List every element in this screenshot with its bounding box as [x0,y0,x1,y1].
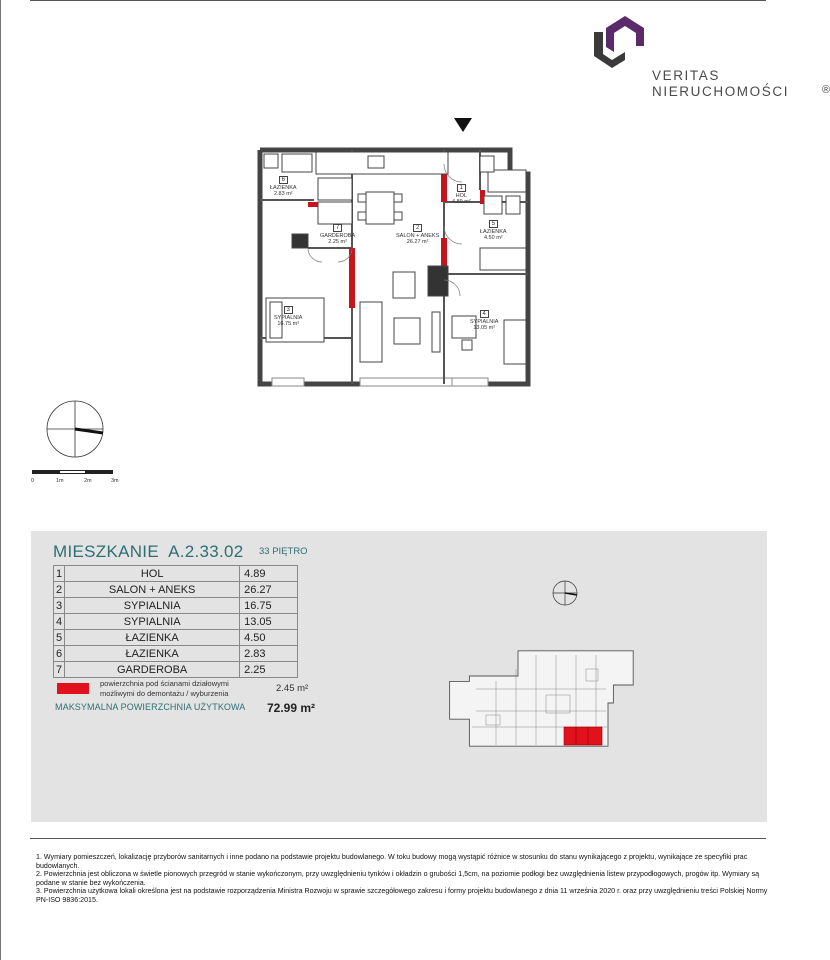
room-label-1: 1 HOL 4.89 m² [452,185,471,205]
room-area: 2.83 [240,646,298,662]
room-label-2: 2 SALON + ANEKS 26.27 m² [396,225,440,245]
building-floor-key-plan [446,649,636,761]
room-label-3: 3 SYPIALNIA 16.75 m² [274,307,303,327]
apartment-title: MIESZKANIE A.2.33.02 [53,542,244,561]
table-row [54,662,298,678]
table-row [54,598,298,614]
room-number: 4 [54,614,65,630]
room-name: SYPIALNIA [65,614,240,630]
room-number: 3 [54,598,65,614]
left-frame-line [0,0,1,960]
footnotes [36,853,771,905]
brand-name [652,68,830,100]
rooms-table [53,565,298,678]
room-name: ŁAZIENKA [65,630,240,646]
legend-line2: możliwymi do demontażu / wyburzenia [100,688,229,698]
room-area: 4.50 [240,630,298,646]
compass-icon [44,398,106,460]
room-name: SALON + ANEKS [65,582,240,598]
room-name: ŁAZIENKA [65,646,240,662]
table-row [54,630,298,646]
apartment-info-panel [31,531,767,822]
brand-line1: VERITAS [652,68,720,83]
scale-label-2m: 2m [84,478,92,484]
table-row [54,582,298,598]
room-area: 16.75 [240,598,298,614]
room-number: 7 [54,662,65,678]
room-number: 6 [54,646,65,662]
room-name: HOL [65,566,240,582]
table-row [54,614,298,630]
brand-line2: NIERUCHOMOŚCI [652,84,790,99]
room-number: 5 [54,630,65,646]
demolishable-wall-swatch [57,683,89,694]
room-label-7: 7 GARDEROBA 2.25 m² [320,225,356,245]
top-frame-line [30,0,766,1]
apartment-location-marker [564,727,602,745]
footnote-1: 1. Wymiary pomieszczeń, lokalizację przyborów sanitarnych i inne podano na podstawie projektu budowlanego. W toku budowy mogą wystąpić różnice w stosunku do stanu wynikającego z projektu, wynikające ze specyfiki prac budowlanych. [36,853,748,870]
max-area-value: 72.99 m² [267,701,316,715]
floor-plan [248,112,548,394]
bottom-rule [30,838,766,839]
table-row [54,646,298,662]
floor-plan-drawing [248,112,548,394]
floor-label: 33 PIĘTRO [259,546,308,557]
scale-label-1m: 1m [56,478,64,484]
max-area-label: MAKSYMALNA POWIERZCHNIA UŻYTKOWA [55,702,246,712]
room-label-5: 5 ŁAZIENKA 4.50 m² [480,221,507,241]
room-name: GARDEROBA [65,662,240,678]
entrance-arrow-icon [454,118,472,132]
room-area: 4.89 [240,566,298,582]
room-area: 13.05 [240,614,298,630]
room-number: 2 [54,582,65,598]
footnote-2: 2. Powierzchnia jest obliczona w świetle pionowych przegród w stanie wykończonym, przy uwzględnieniu tynków i okładzin o grubości 1,5cm, na poziomie podłogi bez uwzględnienia listew przypodłogowych, progów itp. Wymiary są podane w stanie bez wykończenia. [36,870,760,887]
room-area: 2.25 [240,662,298,678]
registered-mark: ® [822,84,830,96]
scale-label-3m: 3m [111,478,119,484]
room-area: 26.27 [240,582,298,598]
room-number: 1 [54,566,65,582]
scale-bar [30,470,130,488]
scale-label-0: 0 [31,478,35,484]
mini-compass-icon [551,579,579,607]
veritas-logo-icon [592,12,664,70]
room-label-4: 4 SYPIALNIA 13.05 m² [470,311,499,331]
legend-text [100,679,229,698]
room-label-6: 6 ŁAZIENKA 2.83 m² [270,177,297,197]
brand-logo [592,12,830,102]
legend-area: 2.45 m² [276,683,309,694]
footnote-3: 3. Powierzchnia użytkowa lokali określona jest na podstawie rozporządzenia Ministra Rozwoju w sprawie szczegółowego zakresu i formy projektu budowlanego z dnia 11 września 2020 r. oraz przy uwzględnieniu treści Polskiej Normy PN-ISO 9836:2015. [36,887,768,904]
legend-line1: powierzchnia pod ścianami działowymi [100,679,229,688]
room-name: SYPIALNIA [65,598,240,614]
table-row [54,566,298,582]
